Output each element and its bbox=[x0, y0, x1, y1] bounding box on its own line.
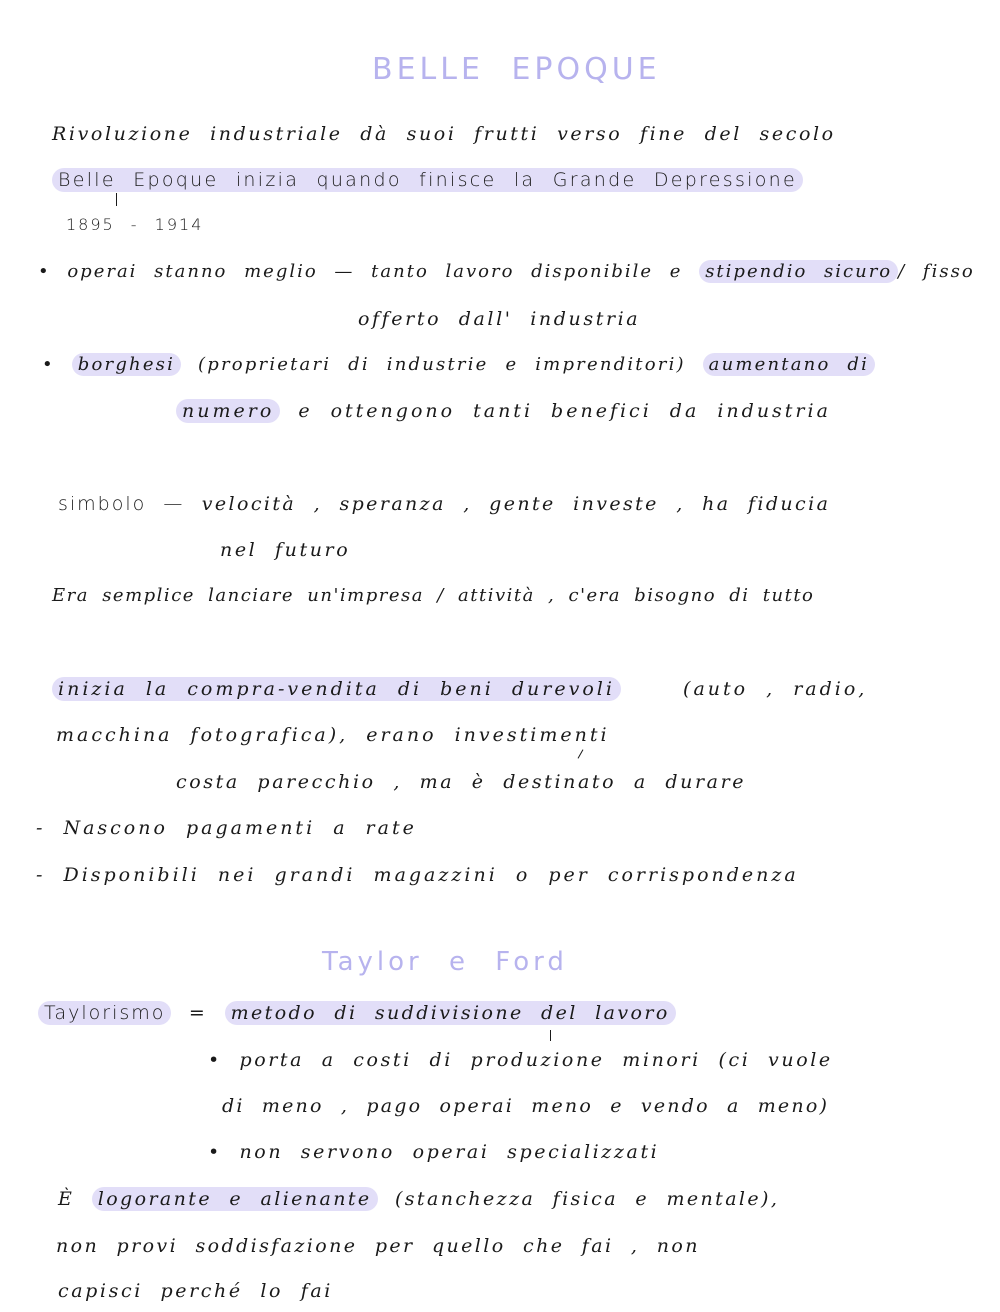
equals-sign: = bbox=[188, 1002, 208, 1024]
title-taylor-ford: Taylor e Ford bbox=[322, 947, 568, 977]
highlight-beni-durevoli: inizia la compra-vendita di beni durevoli bbox=[52, 677, 621, 701]
note-line-6 bbox=[42, 352, 875, 378]
note-line-15: - Disponibili nei grandi magazzini o per corrispondenza bbox=[36, 864, 799, 886]
tick-mark bbox=[578, 749, 584, 758]
note-line-16 bbox=[38, 1000, 676, 1026]
note-line-10: Era semplice lanciare un'impresa / attività , c'era bisogno di tutto bbox=[52, 585, 815, 606]
note-text: e ottengono tanti benefici da industria bbox=[298, 400, 831, 422]
tick-mark bbox=[550, 1030, 551, 1041]
note-line-7 bbox=[176, 398, 831, 424]
note-text: (proprietari di industrie e imprenditori) bbox=[198, 354, 686, 375]
note-text: / fisso bbox=[898, 261, 975, 282]
note-line-8 bbox=[58, 491, 830, 517]
note-line-11 bbox=[52, 676, 867, 702]
title-belle-epoque: BELLE EPOQUE bbox=[372, 52, 661, 87]
note-line-4 bbox=[38, 259, 975, 285]
note-text: (auto , radio, bbox=[683, 678, 868, 700]
note-text: (stanchezza fisica e mentale), bbox=[394, 1188, 780, 1210]
note-line-2 bbox=[52, 167, 803, 193]
highlight-numero: numero bbox=[176, 399, 280, 423]
highlight-stipendio: stipendio sicuro bbox=[699, 260, 898, 283]
note-text: È bbox=[58, 1188, 75, 1210]
note-text: simbolo — bbox=[58, 493, 185, 515]
note-line-22: capisci perché lo fai bbox=[58, 1280, 333, 1302]
highlight-borghesi: borghesi bbox=[72, 353, 181, 376]
highlight-belle-epoque: Belle Epoque inizia quando finisce la Grande Depressione bbox=[52, 168, 803, 192]
note-text: • operai stanno meglio — tanto lavoro disponibile e bbox=[38, 261, 683, 282]
highlight-logorante: logorante e alienante bbox=[92, 1187, 378, 1211]
tick-mark bbox=[116, 193, 117, 206]
highlight-taylorismo: Taylorismo bbox=[38, 1001, 171, 1025]
bullet: • bbox=[42, 354, 55, 375]
note-line-14: - Nascono pagamenti a rate bbox=[36, 817, 417, 839]
note-line-9: nel futuro bbox=[220, 539, 351, 561]
note-line-dates: 1895 - 1914 bbox=[66, 215, 204, 234]
highlight-metodo: metodo di suddivisione del lavoro bbox=[225, 1001, 676, 1025]
note-line-5: offerto dall' industria bbox=[358, 308, 641, 330]
highlight-aumentano: aumentano di bbox=[703, 353, 875, 376]
note-text: velocità , speranza , gente investe , ha fiducia bbox=[201, 493, 831, 515]
note-line-13: costa parecchio , ma è destinato a durare bbox=[176, 771, 747, 793]
note-line-1: Rivoluzione industriale dà suoi frutti verso fine del secolo bbox=[52, 123, 836, 145]
note-line-21: non provi soddisfazione per quello che fai , non bbox=[56, 1235, 700, 1257]
note-line-18: di meno , pago operai meno e vendo a meno) bbox=[222, 1095, 830, 1117]
note-line-17: • porta a costi di produzione minori (ci vuole bbox=[208, 1049, 833, 1071]
note-line-20 bbox=[58, 1186, 779, 1212]
note-line-19: • non servono operai specializzati bbox=[208, 1141, 660, 1163]
note-line-12: macchina fotografica), erano investimenti bbox=[56, 724, 610, 746]
